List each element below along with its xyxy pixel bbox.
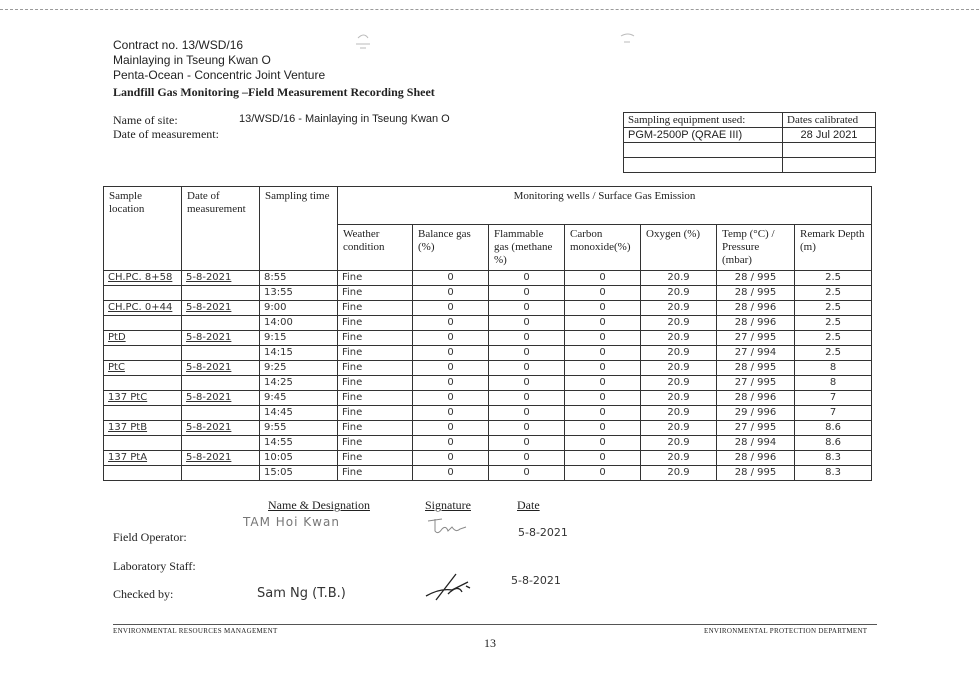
weather-cell: Fine <box>338 271 413 286</box>
flammable-gas-cell: 0 <box>489 376 565 391</box>
measurement-date-cell: 5-8-2021 <box>182 451 260 466</box>
oxygen-cell: 20.9 <box>641 376 717 391</box>
field-operator-date: 5-8-2021 <box>518 526 568 539</box>
measurement-date-cell: 5-8-2021 <box>182 331 260 346</box>
depth-cell: 2.5 <box>795 286 872 301</box>
carbon-monoxide-cell: 0 <box>565 301 641 316</box>
flammable-gas-cell: 0 <box>489 391 565 406</box>
oxygen-cell: 20.9 <box>641 466 717 481</box>
flammable-gas-cell: 0 <box>489 361 565 376</box>
balance-gas-cell: 0 <box>413 346 489 361</box>
sample-location-cell: CH.PC. 0+44 <box>104 301 182 316</box>
measurement-date-cell <box>182 376 260 391</box>
page-top-border <box>0 9 979 10</box>
temp-pressure-cell: 27 / 995 <box>717 376 795 391</box>
balance-gas-cell: 0 <box>413 451 489 466</box>
measurement-date-cell <box>182 436 260 451</box>
temp-pressure-cell: 28 / 995 <box>717 271 795 286</box>
col-header-temp: Temp (°C) / Pressure (mbar) <box>717 225 795 271</box>
sample-location-cell: PtC <box>104 361 182 376</box>
temp-pressure-cell: 28 / 995 <box>717 466 795 481</box>
depth-cell: 2.5 <box>795 346 872 361</box>
carbon-monoxide-cell: 0 <box>565 346 641 361</box>
measurement-date-cell: 5-8-2021 <box>182 361 260 376</box>
balance-gas-cell: 0 <box>413 271 489 286</box>
oxygen-cell: 20.9 <box>641 421 717 436</box>
balance-gas-cell: 0 <box>413 406 489 421</box>
measurement-date-cell <box>182 346 260 361</box>
sampling-time-cell: 10:05 <box>260 451 338 466</box>
weather-cell: Fine <box>338 391 413 406</box>
carbon-monoxide-cell: 0 <box>565 421 641 436</box>
date-heading: Date <box>517 498 540 512</box>
laboratory-staff-label: Laboratory Staff: <box>113 559 196 573</box>
table-row <box>104 301 872 316</box>
weather-cell: Fine <box>338 316 413 331</box>
weather-cell: Fine <box>338 346 413 361</box>
contractor-name: Penta-Ocean - Concentric Joint Venture <box>113 68 326 82</box>
col-header-location: Sample location <box>104 187 182 271</box>
sampling-time-cell: 9:55 <box>260 421 338 436</box>
depth-cell: 8.6 <box>795 436 872 451</box>
table-row <box>104 346 872 361</box>
flammable-gas-cell: 0 <box>489 271 565 286</box>
depth-cell: 2.5 <box>795 331 872 346</box>
balance-gas-cell: 0 <box>413 301 489 316</box>
monitoring-table <box>103 186 872 481</box>
temp-pressure-cell: 27 / 994 <box>717 346 795 361</box>
weather-cell: Fine <box>338 361 413 376</box>
temp-pressure-cell: 28 / 996 <box>717 451 795 466</box>
carbon-monoxide-cell: 0 <box>565 376 641 391</box>
flammable-gas-cell: 0 <box>489 466 565 481</box>
balance-gas-cell: 0 <box>413 466 489 481</box>
oxygen-cell: 20.9 <box>641 271 717 286</box>
weather-cell: Fine <box>338 451 413 466</box>
equipment-table <box>623 112 876 173</box>
footer-left: ENVIRONMENTAL RESOURCES MANAGEMENT <box>113 627 278 635</box>
checked-by-name: Sam Ng (T.B.) <box>257 586 346 601</box>
table-row <box>104 331 872 346</box>
carbon-monoxide-cell: 0 <box>565 286 641 301</box>
balance-gas-cell: 0 <box>413 316 489 331</box>
checked-by-date: 5-8-2021 <box>511 574 561 587</box>
measurement-date-cell: 5-8-2021 <box>182 421 260 436</box>
temp-pressure-cell: 27 / 995 <box>717 331 795 346</box>
table-row <box>104 286 872 301</box>
sampling-time-cell: 14:15 <box>260 346 338 361</box>
col-header-oxygen: Oxygen (%) <box>641 225 717 271</box>
weather-cell: Fine <box>338 466 413 481</box>
contract-number: Contract no. 13/WSD/16 <box>113 38 244 52</box>
sampling-time-cell: 9:00 <box>260 301 338 316</box>
temp-pressure-cell: 28 / 995 <box>717 361 795 376</box>
carbon-monoxide-cell: 0 <box>565 316 641 331</box>
temp-pressure-cell: 28 / 996 <box>717 316 795 331</box>
oxygen-cell: 20.9 <box>641 331 717 346</box>
temp-pressure-cell: 28 / 994 <box>717 436 795 451</box>
sample-location-cell <box>104 346 182 361</box>
measurement-date-cell: 5-8-2021 <box>182 301 260 316</box>
calibration-cell: 28 Jul 2021 <box>783 128 876 143</box>
temp-pressure-cell: 27 / 995 <box>717 421 795 436</box>
depth-cell: 7 <box>795 391 872 406</box>
sampling-time-cell: 9:25 <box>260 361 338 376</box>
equipment-header: Sampling equipment used: <box>624 113 783 128</box>
table-row <box>104 361 872 376</box>
carbon-monoxide-cell: 0 <box>565 451 641 466</box>
measurement-date-cell <box>182 316 260 331</box>
balance-gas-cell: 0 <box>413 286 489 301</box>
depth-cell: 7 <box>795 406 872 421</box>
col-header-balance: Balance gas (%) <box>413 225 489 271</box>
sample-location-cell: 137 PtC <box>104 391 182 406</box>
weather-cell: Fine <box>338 406 413 421</box>
oxygen-cell: 20.9 <box>641 406 717 421</box>
oxygen-cell: 20.9 <box>641 346 717 361</box>
signature-heading: Signature <box>425 498 471 512</box>
col-header-group: Monitoring wells / Surface Gas Emission <box>338 187 872 225</box>
table-row <box>104 316 872 331</box>
flammable-gas-cell: 0 <box>489 436 565 451</box>
depth-cell: 8 <box>795 376 872 391</box>
flammable-gas-cell: 0 <box>489 331 565 346</box>
temp-pressure-cell: 28 / 996 <box>717 391 795 406</box>
depth-cell: 2.5 <box>795 271 872 286</box>
balance-gas-cell: 0 <box>413 391 489 406</box>
flammable-gas-cell: 0 <box>489 451 565 466</box>
site-name-value: 13/WSD/16 - Mainlaying in Tseung Kwan O <box>239 113 450 125</box>
sampling-time-cell: 15:05 <box>260 466 338 481</box>
col-header-co: Carbon monoxide(%) <box>565 225 641 271</box>
depth-cell: 2.5 <box>795 316 872 331</box>
col-header-time: Sampling time <box>260 187 338 271</box>
temp-pressure-cell: 29 / 996 <box>717 406 795 421</box>
table-row <box>104 421 872 436</box>
sample-location-cell <box>104 286 182 301</box>
oxygen-cell: 20.9 <box>641 316 717 331</box>
col-header-weather: Weather condition <box>338 225 413 271</box>
name-designation-heading: Name & Designation <box>268 498 370 512</box>
depth-cell: 8 <box>795 361 872 376</box>
sample-location-cell <box>104 466 182 481</box>
field-operator-label: Field Operator: <box>113 530 187 544</box>
table-row <box>104 271 872 286</box>
footer-right: ENVIRONMENTAL PROTECTION DEPARTMENT <box>704 627 868 635</box>
oxygen-cell: 20.9 <box>641 436 717 451</box>
measurement-date-cell <box>182 406 260 421</box>
table-row <box>104 391 872 406</box>
flammable-gas-cell: 0 <box>489 301 565 316</box>
carbon-monoxide-cell: 0 <box>565 271 641 286</box>
calibration-header: Dates calibrated <box>783 113 876 128</box>
sampling-time-cell: 14:55 <box>260 436 338 451</box>
carbon-monoxide-cell: 0 <box>565 466 641 481</box>
col-header-flammable: Flammable gas (methane %) <box>489 225 565 271</box>
balance-gas-cell: 0 <box>413 331 489 346</box>
depth-cell: 8.3 <box>795 466 872 481</box>
oxygen-cell: 20.9 <box>641 391 717 406</box>
carbon-monoxide-cell: 0 <box>565 436 641 451</box>
flammable-gas-cell: 0 <box>489 421 565 436</box>
sample-location-cell <box>104 316 182 331</box>
carbon-monoxide-cell: 0 <box>565 406 641 421</box>
calibration-cell <box>783 158 876 173</box>
balance-gas-cell: 0 <box>413 421 489 436</box>
table-row <box>104 436 872 451</box>
depth-cell: 8.6 <box>795 421 872 436</box>
equipment-cell: PGM-2500P (QRAE III) <box>624 128 783 143</box>
sample-location-cell: PtD <box>104 331 182 346</box>
oxygen-cell: 20.9 <box>641 451 717 466</box>
sampling-time-cell: 14:45 <box>260 406 338 421</box>
site-name-label: Name of site: <box>113 113 178 127</box>
col-header-date: Date of measurement <box>182 187 260 271</box>
weather-cell: Fine <box>338 376 413 391</box>
sheet-title: Landfill Gas Monitoring –Field Measurement Recording Sheet <box>113 85 435 99</box>
project-name: Mainlaying in Tseung Kwan O <box>113 53 271 67</box>
sampling-time-cell: 13:55 <box>260 286 338 301</box>
depth-cell: 2.5 <box>795 301 872 316</box>
col-header-remark: Remark Depth (m) <box>795 225 872 271</box>
oxygen-cell: 20.9 <box>641 301 717 316</box>
page-number: 13 <box>484 636 496 650</box>
field-operator-signature-icon <box>426 515 476 539</box>
measurement-date-cell <box>182 286 260 301</box>
weather-cell: Fine <box>338 421 413 436</box>
weather-cell: Fine <box>338 286 413 301</box>
equipment-cell <box>624 143 783 158</box>
sampling-time-cell: 9:15 <box>260 331 338 346</box>
table-row <box>104 376 872 391</box>
faint-mark-icon <box>618 30 638 50</box>
checked-by-label: Checked by: <box>113 587 174 601</box>
checked-by-signature-icon <box>422 570 482 604</box>
temp-pressure-cell: 28 / 996 <box>717 301 795 316</box>
carbon-monoxide-cell: 0 <box>565 391 641 406</box>
depth-cell: 8.3 <box>795 451 872 466</box>
sample-location-cell <box>104 376 182 391</box>
sampling-time-cell: 8:55 <box>260 271 338 286</box>
sample-location-cell <box>104 406 182 421</box>
sample-location-cell <box>104 436 182 451</box>
carbon-monoxide-cell: 0 <box>565 361 641 376</box>
flammable-gas-cell: 0 <box>489 346 565 361</box>
table-row <box>104 466 872 481</box>
flammable-gas-cell: 0 <box>489 316 565 331</box>
balance-gas-cell: 0 <box>413 361 489 376</box>
measurement-date-cell: 5-8-2021 <box>182 391 260 406</box>
weather-cell: Fine <box>338 301 413 316</box>
sample-location-cell: 137 PtA <box>104 451 182 466</box>
field-operator-name: TAM Hoi Kwan <box>243 515 340 529</box>
balance-gas-cell: 0 <box>413 376 489 391</box>
oxygen-cell: 20.9 <box>641 286 717 301</box>
weather-cell: Fine <box>338 436 413 451</box>
calibration-cell <box>783 143 876 158</box>
faint-mark-icon <box>352 30 376 52</box>
footer-rule <box>113 624 877 625</box>
oxygen-cell: 20.9 <box>641 361 717 376</box>
sample-location-cell: 137 PtB <box>104 421 182 436</box>
sample-location-cell: CH.PC. 8+58 <box>104 271 182 286</box>
flammable-gas-cell: 0 <box>489 286 565 301</box>
carbon-monoxide-cell: 0 <box>565 331 641 346</box>
flammable-gas-cell: 0 <box>489 406 565 421</box>
temp-pressure-cell: 28 / 995 <box>717 286 795 301</box>
table-row <box>104 451 872 466</box>
measurement-date-cell <box>182 466 260 481</box>
sampling-time-cell: 14:25 <box>260 376 338 391</box>
balance-gas-cell: 0 <box>413 436 489 451</box>
measurement-date-label: Date of measurement: <box>113 127 219 141</box>
sampling-time-cell: 9:45 <box>260 391 338 406</box>
measurement-date-cell: 5-8-2021 <box>182 271 260 286</box>
equipment-cell <box>624 158 783 173</box>
sampling-time-cell: 14:00 <box>260 316 338 331</box>
table-row <box>104 406 872 421</box>
weather-cell: Fine <box>338 331 413 346</box>
